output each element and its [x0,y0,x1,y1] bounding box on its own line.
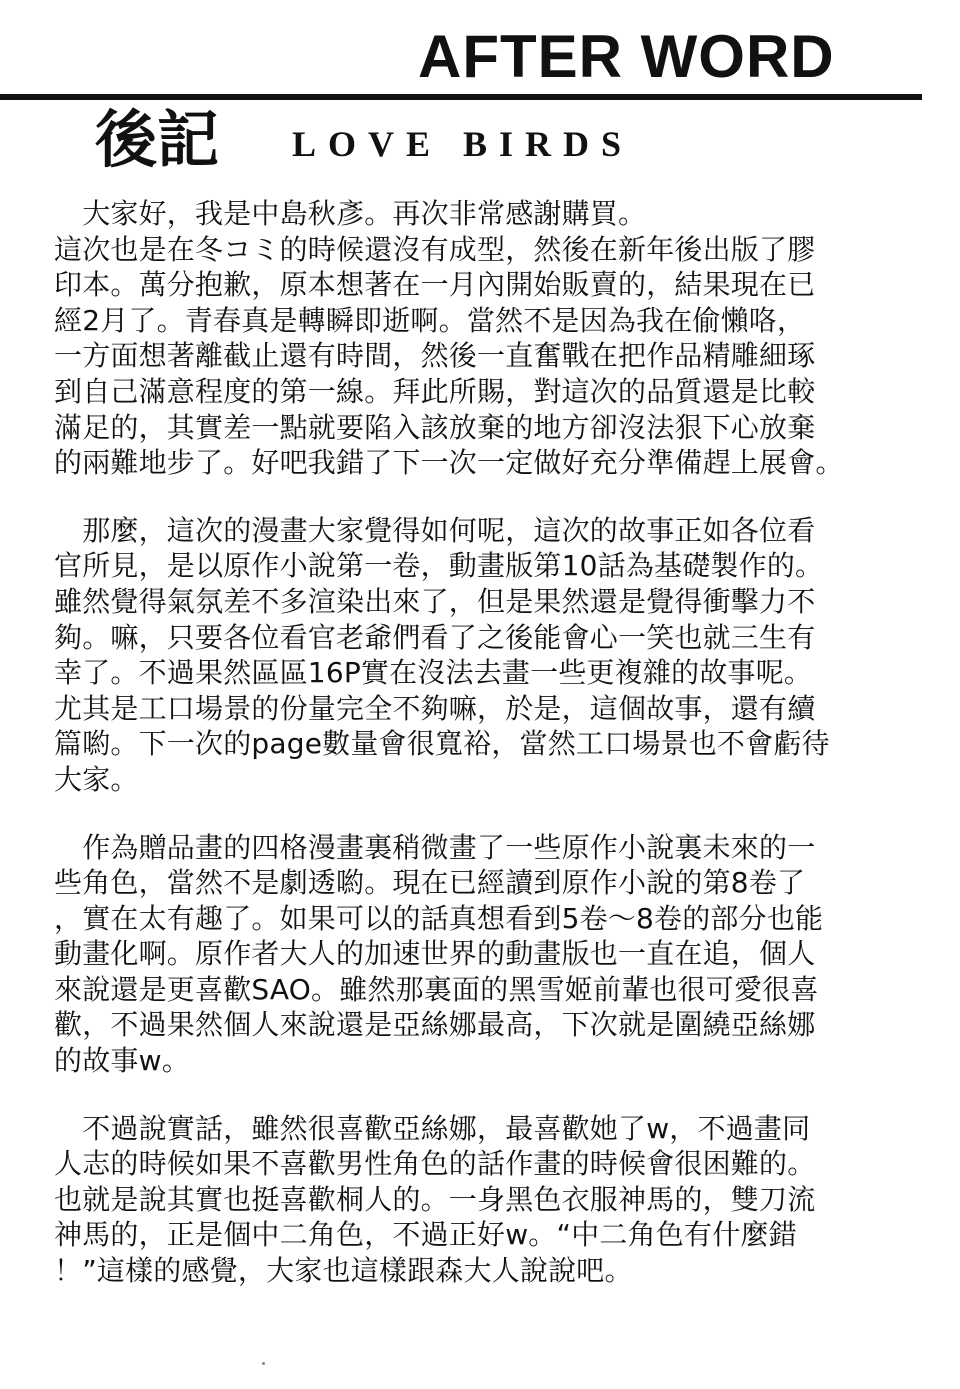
text-line: ！”這樣的感覺，大家也這樣跟森大人說說吧。 [54,1254,633,1288]
text-line: 來說還是更喜歡SAO。雖然那裏面的黑雪姬前輩也很可愛很喜 [54,972,819,1006]
text-line: 大家好，我是中島秋彥。再次非常感謝購買。 [54,197,647,230]
text-line: 歡，不過果然個人來說還是亞絲娜最高，下次就是圍繞亞絲娜 [54,1008,816,1042]
scan-speck [262,1362,265,1365]
text-line: 不過說實話，雖然很喜歡亞絲娜，最喜歡她了w，不過畫同 [54,1111,811,1145]
text-line: 官所見，是以原作小說第一卷，動畫版第10話為基礎製作的。 [54,549,824,583]
text-line: 雖然覺得氣氛差不多渲染出來了，但是果然還是覺得衝擊力不 [54,584,816,618]
text-line: 動畫化啊。原作者大人的加速世界的動畫版也一直在追，個人 [54,937,816,971]
header-divider [0,94,922,100]
paragraph-2 [54,513,904,798]
text-line: 這次也是在冬コミ的時候還沒有成型，然後在新年後出版了膠 [54,232,816,266]
text-line: 的兩難地步了。好吧我錯了下一次一定做好充分準備趕上展會。 [54,446,844,480]
afterword-kanji-title: 後記 [95,103,220,176]
text-line: ，實在太有趣了。如果可以的話真想看到5卷～8卷的部分也能 [54,901,824,935]
after-word-heading: AFTER WORD [418,23,835,90]
paragraph-4 [54,1111,904,1289]
text-line: 篇喲。下一次的page數量會很寬裕，當然工口場景也不會虧待 [54,727,830,761]
paragraph-1 [54,196,904,481]
text-line: 也就是說其實也挺喜歡桐人的。一身黑色衣服神馬的，雙刀流 [54,1182,816,1216]
text-line: 些角色，當然不是劇透喲。現在已經讀到原作小說的第8卷了 [54,866,806,900]
text-line: 人志的時候如果不喜歡男性角色的話作畫的時候會很困難的。 [54,1147,816,1181]
text-line: 的故事w。 [54,1044,190,1078]
text-line: 那麼，這次的漫畫大家覺得如何呢，這次的故事正如各位看 [54,513,816,547]
text-line: 作為贈品畫的四格漫畫裏稍微畫了一些原作小說裏未來的一 [54,830,816,864]
text-line: 經2月了。青春真是轉瞬即逝啊。當然不是因為我在偷懶咯， [54,303,806,337]
text-line: 到自己滿意程度的第一線。拜此所賜，對這次的品質還是比較 [54,374,816,408]
text-line: 幸了。不過果然區區16P實在沒法去畫一些更複雜的故事呢。 [54,656,813,690]
text-line: 大家。 [54,762,139,796]
text-line: 一方面想著離截止還有時間，然後一直奮戰在把作品精雕細琢 [54,339,816,373]
text-line: 滿足的，其實差一點就要陷入該放棄的地方卻沒法狠下心放棄 [54,410,816,444]
text-line: 夠。嘛，只要各位看官老爺們看了之後能會心一笑也就三生有 [54,620,816,654]
text-line: 尤其是工口場景的份量完全不夠嘛，於是，這個故事，還有續 [54,691,816,725]
love-birds-subtitle: LOVE BIRDS [292,124,634,164]
paragraph-3 [54,830,904,1079]
text-line: 神馬的，正是個中二角色，不過正好w。“中二角色有什麼錯 [54,1218,797,1252]
text-line: 印本。萬分抱歉，原本想著在一月內開始販賣的，結果現在已 [54,268,816,302]
afterword-body [54,196,904,1321]
